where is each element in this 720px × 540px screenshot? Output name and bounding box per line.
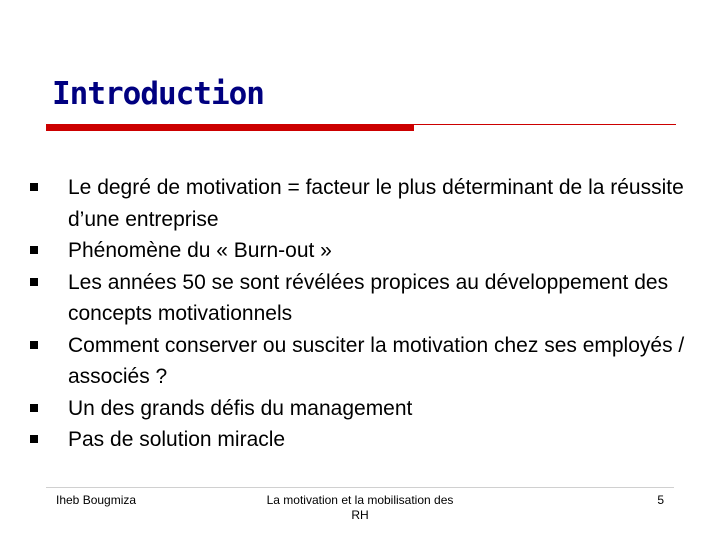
bullet-text: Phénomène du « Burn-out » (68, 239, 332, 262)
title-underline-thin (414, 124, 676, 125)
footer-divider (46, 487, 674, 488)
list-item (30, 393, 690, 425)
list-item (30, 330, 690, 393)
title-underline-thick (46, 124, 414, 131)
list-item (30, 267, 690, 330)
footer-subject: La motivation et la mobilisation des RH (266, 493, 454, 522)
slide-title: Introduction (52, 76, 264, 112)
footer-author: Iheb Bougmiza (56, 493, 137, 507)
square-bullet-icon (30, 393, 40, 425)
bullet-text: Comment conserver ou susciter la motivation chez ses employés / associés ? (68, 333, 685, 388)
bullet-text: Un des grands défis du management (68, 396, 413, 420)
bullet-list (30, 172, 690, 456)
list-item (30, 235, 690, 267)
bullet-text: Pas de solution miracle (68, 428, 286, 451)
list-item (30, 424, 690, 456)
square-bullet-icon (30, 424, 40, 456)
square-bullet-icon (30, 235, 40, 267)
square-bullet-icon (30, 330, 40, 362)
bullet-text: Les années 50 se sont révélées propices au développement des concepts motivationnels (68, 270, 669, 325)
bullet-text: Le degré de motivation = facteur le plus déterminant de la réussite d’une entreprise (68, 176, 684, 231)
list-item (30, 172, 690, 235)
square-bullet-icon (30, 267, 40, 299)
square-bullet-icon (30, 172, 40, 204)
page-number: 5 (657, 493, 664, 507)
